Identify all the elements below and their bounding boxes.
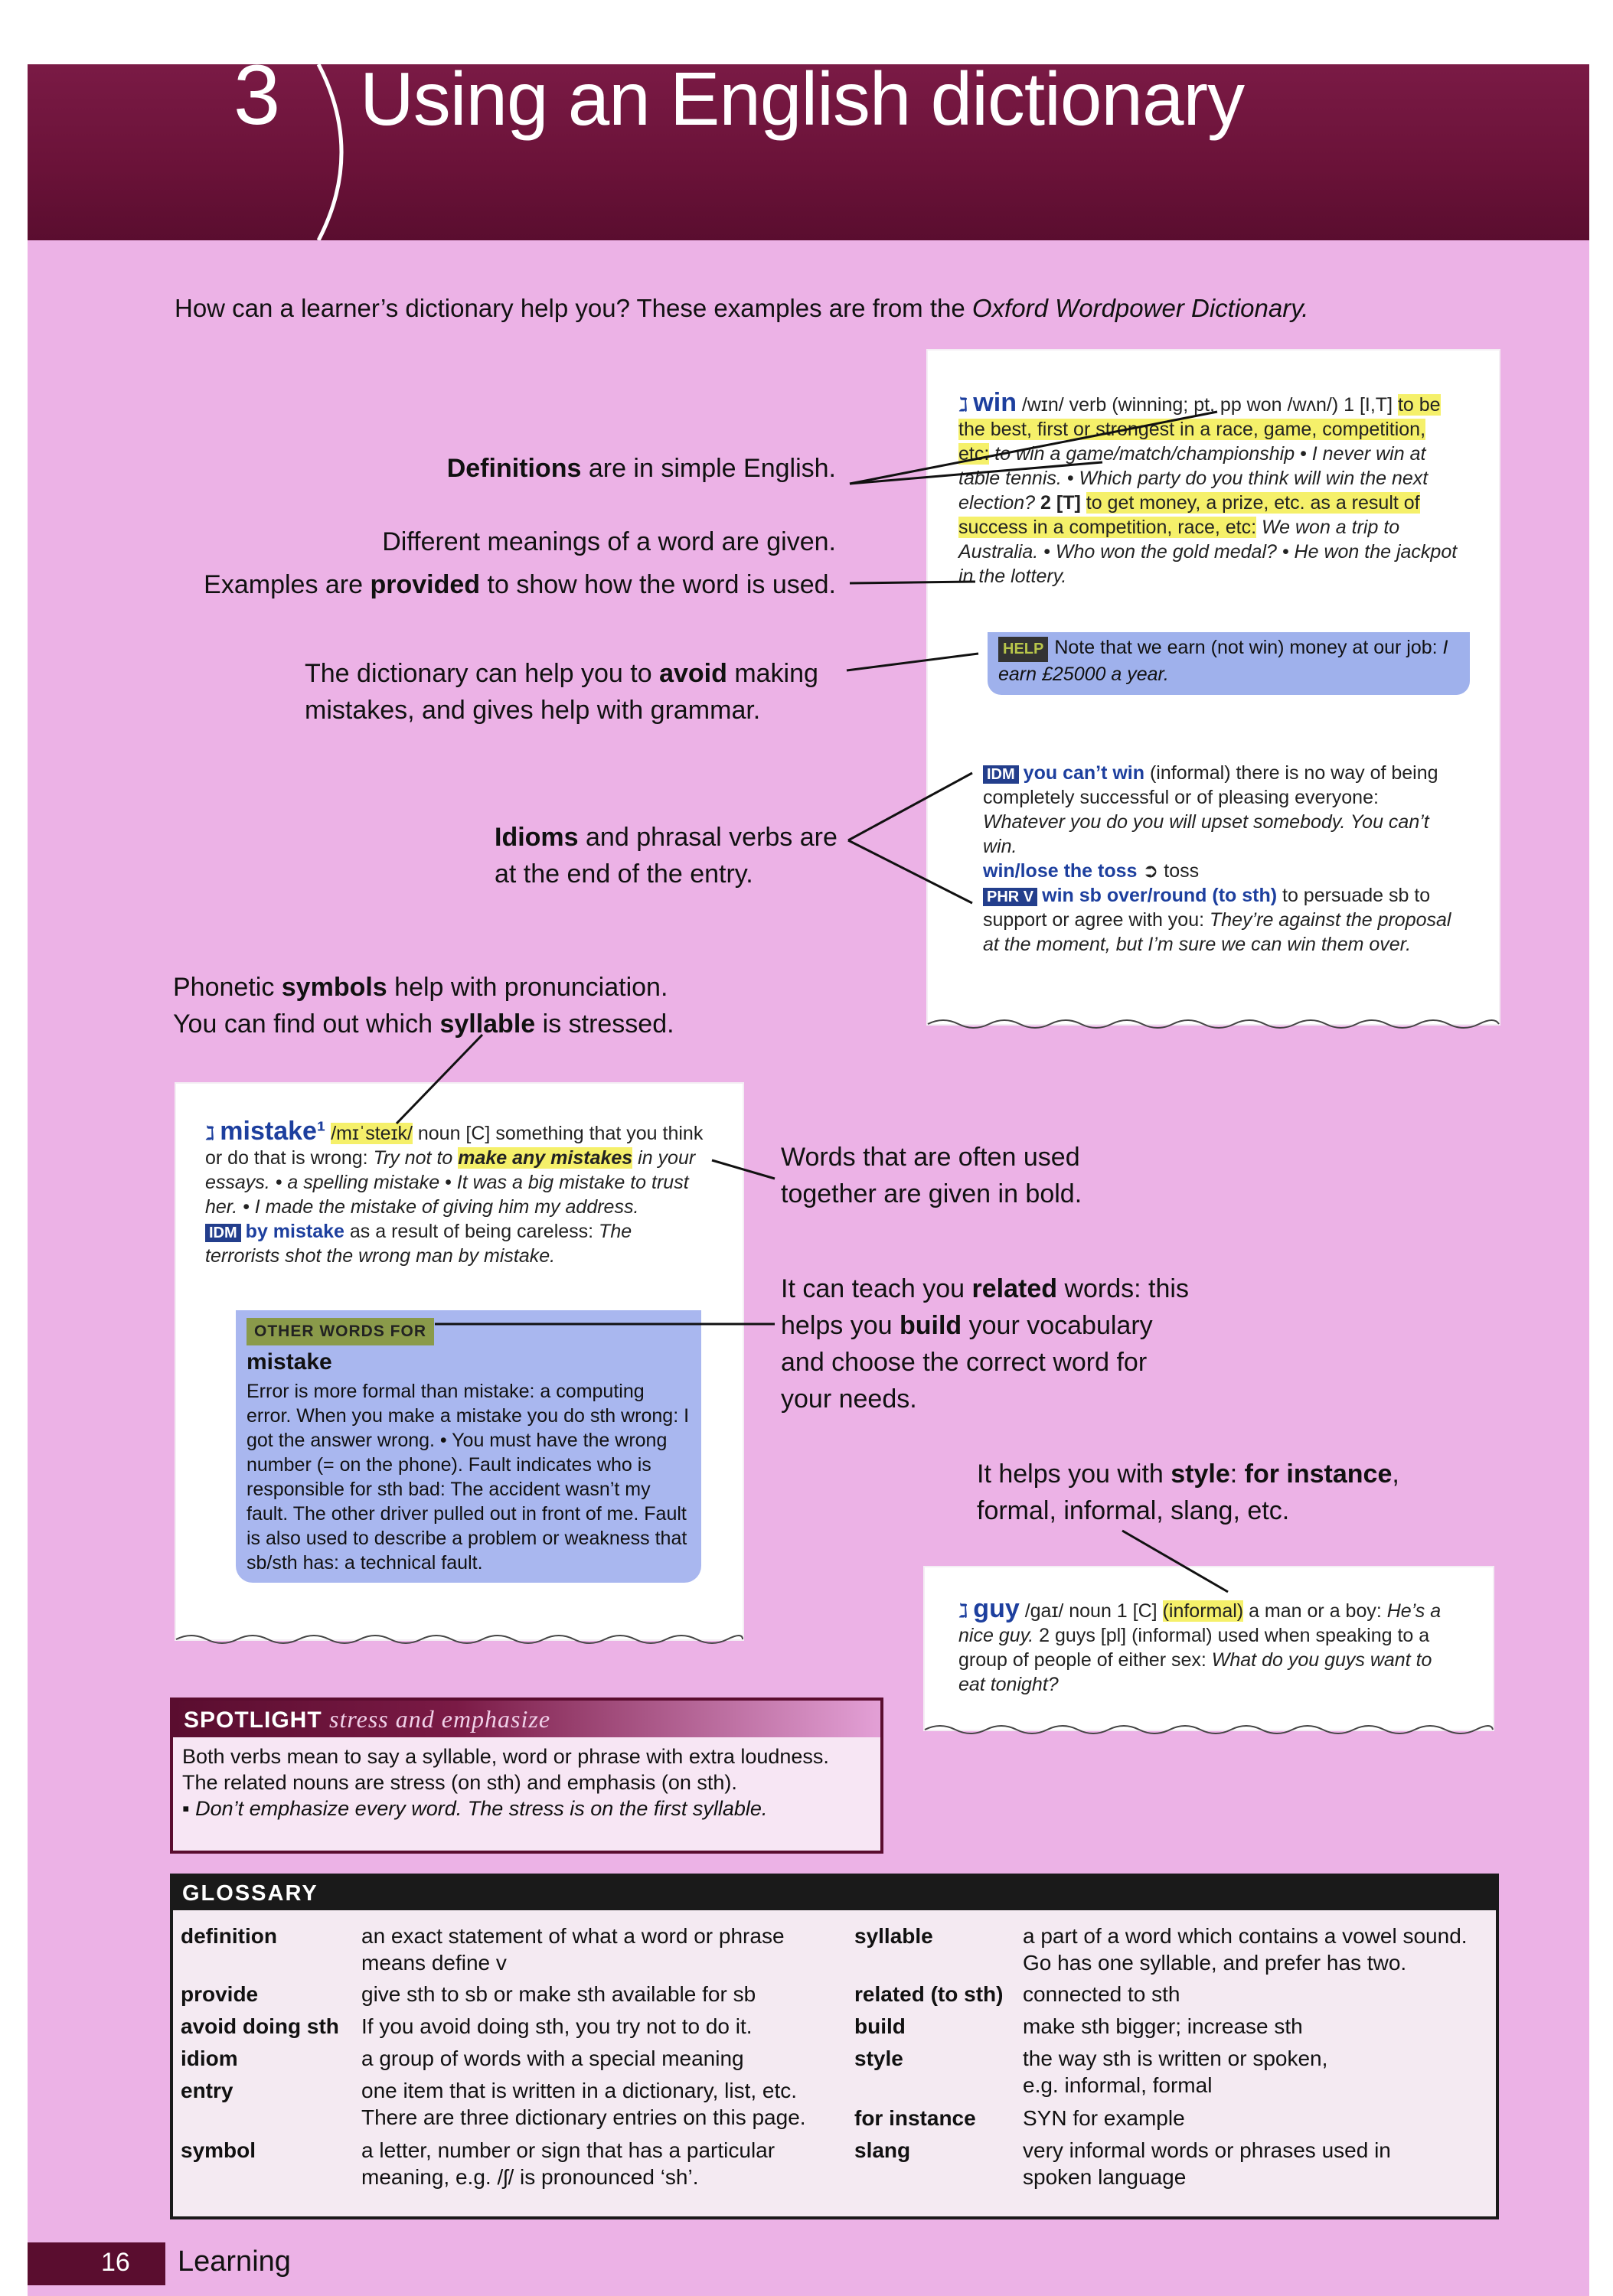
torn-edge-win (928, 1020, 1499, 1028)
pointer-idioms-2 (848, 840, 972, 903)
glossary-title: GLOSSARY (173, 1877, 1496, 1910)
pointer-definitions-2 (850, 462, 1102, 484)
spotlight-header: SPOTLIGHT stress and emphasize (173, 1701, 880, 1737)
pointer-style (1122, 1531, 1228, 1592)
note-avoid: The dictionary can help you to avoid making mistakes, and gives help with grammar. (305, 659, 818, 725)
note-examples: Examples are provided to show how the word is used. (204, 570, 836, 599)
pointer-examples (850, 582, 975, 583)
pointer-words-bold (712, 1160, 775, 1179)
pointer-definitions-1 (850, 412, 1217, 484)
win-entry: ℷ win /wɪn/ verb (winning; pt, pp won /wʌn/) 1 [I,T] to be the best, first or strongest in a race, game, competition, etc: to win a game/match/championship • I never win at table tennis. • Which party do you think will win the next election? 2 [T] to get money, a prize, etc. as a result of success in a competition, race, etc: We won a trip to Australia. • Who won the gold medal? • He won the jackpot in the lottery. (958, 388, 1458, 587)
guy-entry: ℷ guy /ɡaɪ/ noun 1 [C] (informal) a man or a boy: He’s a nice guy. 2 guys [pl] (informal) used when speaking to a group of people of either sex: What do you guys want to eat tonight? (958, 1594, 1442, 1695)
dictionary-key-icon: ℷ (205, 1123, 220, 1144)
chapter-title: Using an English dictionary (360, 57, 1245, 141)
note-phonetic: Phonetic symbols help with pronunciation. You can find out which syllable is stressed. (173, 973, 674, 1039)
note-style: It helps you with style: for instance, formal, informal, slang, etc. (977, 1459, 1399, 1525)
torn-edge-guy (925, 1726, 1493, 1733)
dictionary-key-icon: ℷ (958, 394, 974, 416)
note-definitions: Definitions are in simple English. Different meanings of a word are given. (382, 454, 836, 556)
chapter-number: 3 (233, 48, 281, 142)
note-words-bold: Words that are often used together are given in bold. (781, 1143, 1082, 1208)
torn-edge-mistake (176, 1636, 743, 1643)
note-related: It can teach you related words: this helps you build your vocabulary and choose the correct word for your needs. (781, 1274, 1189, 1414)
glossary-box: GLOSSARY definition an exact statement of what a word or phrase means define v provide give sth to sb or make sth available for sb avoid doing sth If you avoid doing sth, you try not to do it. idiom a group of words with a special meaning entry one item that is written in a dictionary, list, etc. There are three dictionary entries on this page. symbol a letter, number or sign that has a particular meaning, e.g. /ʃ/ is pronounced ‘sh’. syllable a part of a word which contains a vowel sound. Go has one syllable, and prefer has two. related (to sth) connected to sth build make sth bigger; increase sth style the way sth is written or spoken, e.g. informal, formal for instance SYN for example slang very informal words or phrases used in spoken language (170, 1874, 1499, 2219)
note-idioms: Idioms and phrasal verbs are at the end of the entry. (495, 823, 838, 889)
page-number-box (28, 2242, 165, 2285)
page-number: 16 (101, 2248, 130, 2277)
pointer-avoid (847, 654, 978, 670)
win-headword: win (973, 388, 1017, 417)
mistake-entry: ℷ mistake¹ /mɪˈsteɪk/ noun [C] something that you think or do that is wrong: Try not to make any mistakes in your essays. • a spelling mistake • It was a big mistake to trust her. • I made the mistake of giving him my address. IDM by mistake as a result of being careless: The terrorists shot the wrong man by mistake. (205, 1117, 704, 1267)
pointer-idioms-1 (848, 773, 972, 840)
bullet-icon: ▪ (182, 1797, 196, 1820)
spotlight-body: Both verbs mean to say a syllable, word or phrase with extra loudness. The related nouns are stress (on sth) and emphasis (on sth). ▪ Don’t emphasize every word. The stress is on the first syllable. (182, 1745, 829, 1820)
help-note: HELP Note that we earn (not win) money at our job: I earn £25000 a year. (988, 632, 1470, 695)
other-words-box: OTHER WORDS FOR mistake Error is more formal than mistake: a computing error. When you make a mistake you do sth wrong: I got the answer wrong. • You must have the wrong number (= on the phone). Fault indicates who is responsible for sth bad: The accident wasn’t my fault. The other driver pulled out in front of me. Fault is also used to describe a problem or weakness that sb/sth has: a technical fault. (236, 1310, 701, 1583)
spotlight-box (170, 1698, 883, 1854)
mistake-pronunciation: /mɪˈsteɪk/ (331, 1123, 413, 1144)
win-idioms: IDM you can’t win (informal) there is no way of being completely successful or of pleasing everyone: Whatever you do you will upset somebody. You can’t win. win/lose the toss ➲ toss PHR V win sb over/round (to sth) to persuade sb to support or agree with you: They’re against the proposal at the moment, but I’m sure we can win them over. (983, 762, 1451, 955)
mistake-headword: mistake¹ (220, 1117, 326, 1146)
intro-text: How can a learner’s dictionary help you? These examples are from the Oxford Wordpower Dictionary. (175, 294, 1309, 322)
section-label: Learning (178, 2245, 291, 2278)
pointer-phonetic (397, 1035, 482, 1124)
guy-headword: guy (973, 1594, 1020, 1623)
dictionary-key-icon: ℷ (958, 1600, 974, 1622)
